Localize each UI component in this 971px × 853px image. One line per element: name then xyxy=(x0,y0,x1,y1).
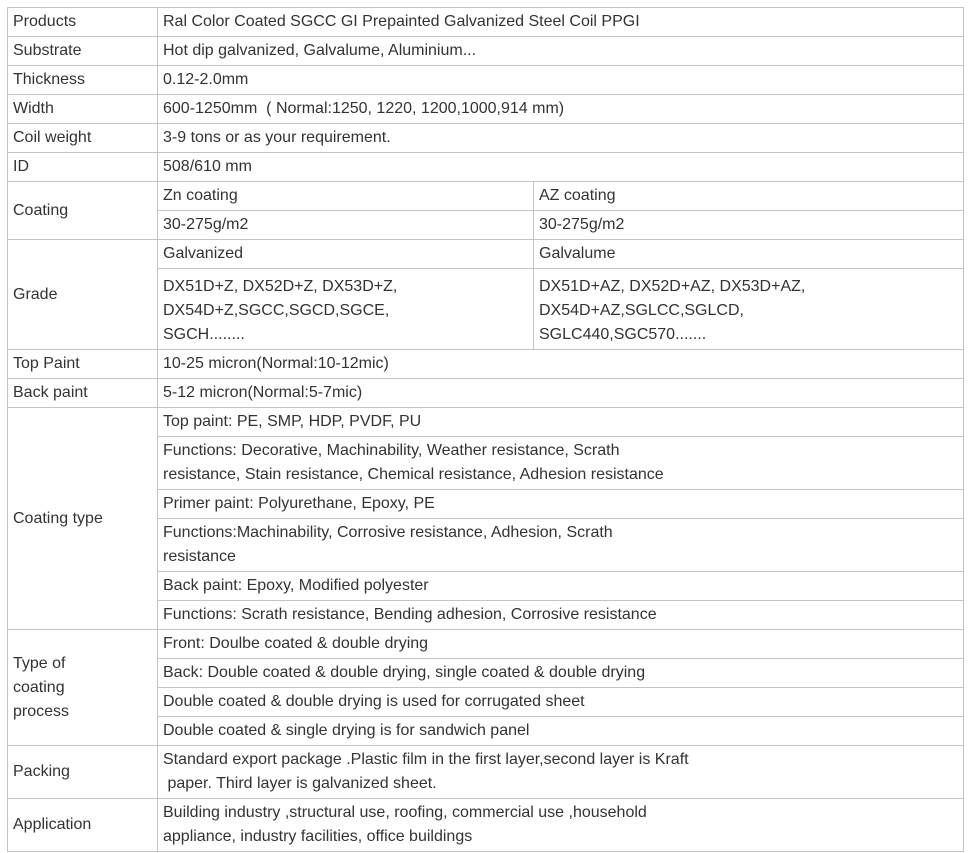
coating-type-item xyxy=(158,490,964,519)
row-value: 600-1250mm ( Normal:1250, 1220, 1200,1000,914 mm) xyxy=(158,95,964,124)
row-label: Substrate xyxy=(8,37,158,66)
label-line: process xyxy=(13,702,70,720)
row-value xyxy=(158,799,964,852)
value-line: Building industry ,structural use, roofing, commercial use ,household xyxy=(163,804,647,821)
table-row xyxy=(8,799,964,852)
grade-line: DX51D+AZ, DX52D+AZ, DX53D+AZ, xyxy=(539,278,806,295)
row-value: Ral Color Coated SGCC GI Prepainted Galvanized Steel Coil PPGI xyxy=(158,8,964,37)
spec-table xyxy=(7,7,964,852)
coating-type-item xyxy=(158,572,964,601)
label-line: coating xyxy=(13,678,65,696)
value-line: appliance, industry facilities, office buildings xyxy=(163,828,473,845)
row-label: Coating type xyxy=(8,408,158,630)
row-label: Products xyxy=(8,8,158,37)
coating-type-item xyxy=(158,519,964,572)
row-label: Packing xyxy=(8,746,158,799)
row-label: Top Paint xyxy=(8,350,158,379)
item-line: Top paint: PE, SMP, HDP, PVDF, PU xyxy=(163,413,422,430)
zn-coating-header: Zn coating xyxy=(158,182,534,211)
row-label: ID xyxy=(8,153,158,182)
row-value: 10-25 micron(Normal:10-12mic) xyxy=(158,350,964,379)
table-row xyxy=(8,37,964,66)
grade-line: DX54D+AZ,SGLCC,SGLCD, xyxy=(539,302,744,319)
table-row xyxy=(8,182,964,211)
process-item: Double coated & double drying is used for corrugated sheet xyxy=(158,688,964,717)
galvanized-header: Galvanized xyxy=(158,240,534,269)
row-value: 508/610 mm xyxy=(158,153,964,182)
row-label: Back paint xyxy=(8,379,158,408)
row-label xyxy=(8,630,158,746)
table-row xyxy=(8,630,964,659)
grade-line: DX54D+Z,SGCC,SGCD,SGCE, xyxy=(163,302,390,319)
value-line: Standard export package .Plastic film in the first layer,second layer is Kraft xyxy=(163,751,689,768)
row-label: Grade xyxy=(8,240,158,350)
table-row xyxy=(8,746,964,799)
row-value xyxy=(158,746,964,799)
row-value: 5-12 micron(Normal:5-7mic) xyxy=(158,379,964,408)
item-line: Primer paint: Polyurethane, Epoxy, PE xyxy=(163,495,435,512)
table-row xyxy=(8,379,964,408)
row-value: 3-9 tons or as your requirement. xyxy=(158,124,964,153)
process-item: Back: Double coated & double drying, single coated & double drying xyxy=(158,659,964,688)
label-line: Type of xyxy=(13,654,66,672)
process-item: Front: Doulbe coated & double drying xyxy=(158,630,964,659)
table-row xyxy=(8,408,964,437)
galvalume-header: Galvalume xyxy=(534,240,964,269)
galvanized-grades xyxy=(158,269,534,350)
az-coating-value: 30-275g/m2 xyxy=(534,211,964,240)
coating-type-item xyxy=(158,437,964,490)
row-label: Width xyxy=(8,95,158,124)
table-row xyxy=(8,66,964,95)
item-line: resistance, Stain resistance, Chemical resistance, Adhesion resistance xyxy=(163,466,664,483)
row-label: Application xyxy=(8,799,158,852)
table-row xyxy=(8,350,964,379)
row-label: Coil weight xyxy=(8,124,158,153)
item-line: Functions: Scrath resistance, Bending adhesion, Corrosive resistance xyxy=(163,606,657,623)
grade-line: DX51D+Z, DX52D+Z, DX53D+Z, xyxy=(163,278,398,295)
row-value: Hot dip galvanized, Galvalume, Aluminium... xyxy=(158,37,964,66)
az-coating-header: AZ coating xyxy=(534,182,964,211)
table-row xyxy=(8,153,964,182)
item-line: Back paint: Epoxy, Modified polyester xyxy=(163,577,429,594)
table-row xyxy=(8,240,964,269)
row-label: Coating xyxy=(8,182,158,240)
grade-line: SGLC440,SGC570....... xyxy=(539,326,707,343)
table-row xyxy=(8,95,964,124)
item-line: Functions:Machinability, Corrosive resistance, Adhesion, Scrath xyxy=(163,524,613,541)
value-line: paper. Third layer is galvanized sheet. xyxy=(163,775,437,792)
item-line: Functions: Decorative, Machinability, Weather resistance, Scrath xyxy=(163,442,620,459)
table-row xyxy=(8,124,964,153)
grade-line: SGCH........ xyxy=(163,326,245,343)
galvalume-grades xyxy=(534,269,964,350)
zn-coating-value: 30-275g/m2 xyxy=(158,211,534,240)
process-item: Double coated & single drying is for sandwich panel xyxy=(158,717,964,746)
row-value: 0.12-2.0mm xyxy=(158,66,964,95)
coating-type-item xyxy=(158,408,964,437)
item-line: resistance xyxy=(163,548,236,565)
table-row xyxy=(8,8,964,37)
row-label: Thickness xyxy=(8,66,158,95)
coating-type-item xyxy=(158,601,964,630)
